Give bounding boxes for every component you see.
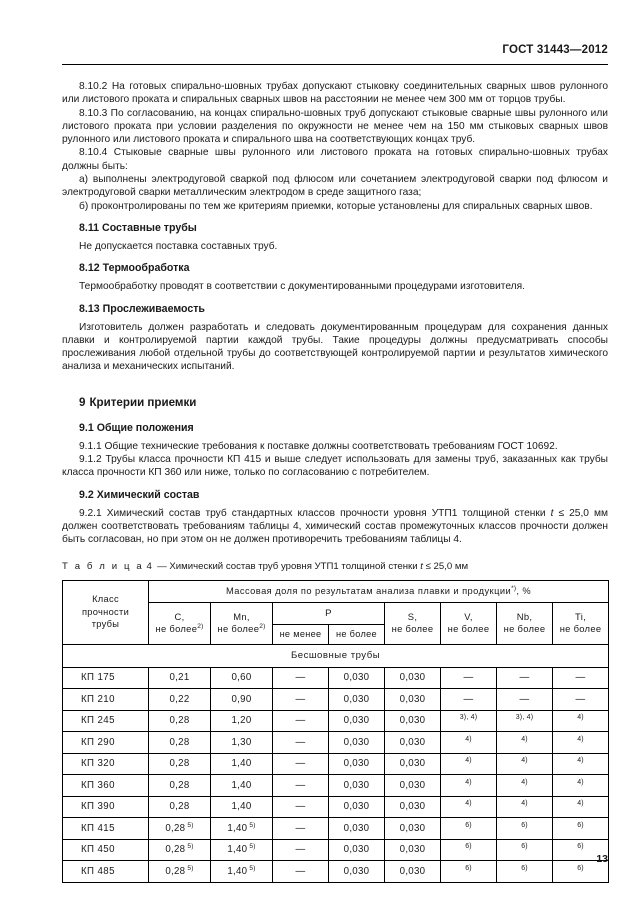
cell-ti (553, 818, 609, 840)
cell-mn: 1,40 (211, 753, 273, 775)
cell-mn-footnote: 5) (247, 821, 256, 829)
cell-p-max: 0,030 (329, 667, 385, 689)
table-row (63, 839, 609, 861)
cell-v: — (441, 689, 497, 711)
heading-8-11-number: 8.11 (79, 221, 100, 234)
cell-v-footnote: 4) (465, 800, 472, 808)
cell-nb (497, 796, 553, 818)
cell-v-footnote: 4) (465, 735, 472, 743)
cell-mn: 1,40 $^{5)}$ (211, 839, 273, 861)
paragraph-8-10-4: 8.10.4 Стыковые сварные швы рулонного или листового проката на готовых спирально-шовных трубах должны быть: (62, 147, 608, 172)
header-mass-fraction-text: Массовая доля по результатам анализа плавки и продукции (225, 586, 512, 597)
cell-p-min: — (273, 861, 329, 883)
cell-ti (553, 775, 609, 797)
heading-clause-9-number: 9 (79, 395, 86, 409)
table-caption-variable: t (420, 560, 423, 572)
cell-p-min: — (273, 689, 329, 711)
cell-s: 0,030 (385, 753, 441, 775)
header-s-qualifier: не более (391, 623, 434, 635)
cell-v-footnote: 4) (465, 757, 472, 765)
cell-p-min: — (273, 839, 329, 861)
cell-p-min: — (273, 753, 329, 775)
heading-clause-9-title: Критерии приемки (89, 395, 197, 409)
cell-v-footnote: 3), 4) (459, 714, 478, 722)
cell-p-max: 0,030 (329, 861, 385, 883)
cell-mn: 1,40 $^{5)}$ (211, 818, 273, 840)
paragraph-8-10-4-item-a: а) выполнены электродуговой сваркой под флюсом или сочетанием электродуговой сварки под флюсом и электродуговой сварки металлическим электродом в среде защитного газа; (62, 174, 608, 199)
header-mn-qualifier: не более (217, 623, 260, 635)
header-c-qualifier: не более (155, 623, 198, 635)
cell-nb: — (497, 667, 553, 689)
cell-mn: 1,20 (211, 710, 273, 732)
cell-mn: 1,40 (211, 796, 273, 818)
heading-9-1-number: 9.1 (79, 421, 94, 434)
cell-v (441, 818, 497, 840)
cell-nb-footnote: 6) (521, 864, 528, 872)
cell-ti (553, 796, 609, 818)
cell-p-min: — (273, 775, 329, 797)
cell-mn: 0,90 (211, 689, 273, 711)
header-c-symbol: С, (174, 611, 185, 623)
cell-class: КП 245 (63, 710, 149, 732)
heading-8-13 (62, 303, 608, 316)
cell-nb-footnote: 4) (521, 800, 528, 808)
header-class-line-2: прочности (81, 606, 130, 617)
cell-nb-footnote: 3), 4) (515, 714, 534, 722)
cell-ti (553, 710, 609, 732)
header-nb-qualifier: не более (503, 623, 546, 635)
cell-v: — (441, 667, 497, 689)
heading-9-1 (62, 422, 608, 435)
cell-ti-footnote: 4) (577, 778, 584, 786)
header-element-nb (497, 602, 553, 644)
table-caption-dash: — (157, 560, 167, 572)
header-ti-qualifier: не более (559, 623, 602, 635)
header-c-footnote: 2) (197, 622, 204, 630)
paragraph-8-10-3: 8.10.3 По согласованию, на концах спирально-шовных труб допускают стыковые сварные швы рулонного или листового проката при условии разделения по окружности не менее чем на 150 мм стыковых сварных швов рулонного или листового проката и спирального шва на соответствующих концах труб. (62, 107, 608, 146)
running-header-standard-ref: ГОСТ 31443—2012 (502, 44, 608, 56)
thickness-variable: t (550, 507, 554, 519)
page-number: 13 (596, 853, 608, 865)
header-p-min: не менее (273, 624, 329, 644)
cell-s: 0,030 (385, 839, 441, 861)
cell-mn: 0,60 (211, 667, 273, 689)
cell-ti (553, 753, 609, 775)
heading-8-12 (62, 262, 608, 275)
cell-class: КП 175 (63, 667, 149, 689)
cell-nb (497, 753, 553, 775)
header-v-qualifier: не более (447, 623, 490, 635)
cell-nb (497, 732, 553, 754)
cell-nb-footnote: 6) (521, 821, 528, 829)
cell-c: 0,28 (149, 710, 211, 732)
paragraph-9-2-1-pre: 9.2.1 Химический состав труб стандартных классов прочности уровня УТП1 толщиной стенки (79, 507, 546, 519)
heading-8-12-title: Термообработка (102, 262, 190, 275)
footnote-marker-star: *) (511, 584, 517, 592)
cell-class: КП 320 (63, 753, 149, 775)
cell-nb-footnote: 6) (521, 843, 528, 851)
cell-p-min: — (273, 710, 329, 732)
table-caption-label: Т а б л и ц а (62, 560, 144, 572)
cell-p-min: — (273, 818, 329, 840)
paragraph-9-1-2: 9.1.2 Трубы класса прочности КП 415 и выше следует использовать для замены труб, заказанных как трубы класса прочности КП 360 или ниже, только по согласованию с потребителем. (62, 454, 608, 479)
header-element-ti (553, 602, 609, 644)
cell-s: 0,030 (385, 861, 441, 883)
cell-mn-footnote: 5) (247, 864, 256, 872)
cell-c: 0,28 (149, 732, 211, 754)
cell-ti-footnote: 6) (577, 843, 584, 851)
cell-ti-footnote: 4) (577, 757, 584, 765)
table-caption-text-post: ≤ 25,0 мм (425, 560, 469, 572)
cell-nb-footnote: 4) (521, 735, 528, 743)
paragraph-9-2-1 (62, 507, 608, 547)
cell-s: 0,030 (385, 796, 441, 818)
cell-v (441, 861, 497, 883)
table-row (63, 796, 609, 818)
paragraph-9-1-1: 9.1.1 Общие технические требования к поставке должны соответствовать требованиям ГОСТ 10692. (79, 440, 558, 452)
table-body (63, 644, 609, 882)
table-caption-number: 4 (146, 560, 152, 572)
cell-s: 0,030 (385, 818, 441, 840)
cell-mn: 1,30 (211, 732, 273, 754)
header-rule (62, 64, 608, 65)
table-row (63, 732, 609, 754)
cell-class: КП 450 (63, 839, 149, 861)
cell-v (441, 775, 497, 797)
header-class-column (63, 580, 149, 644)
table-row (63, 689, 609, 711)
cell-c-footnote: 5) (185, 821, 194, 829)
cell-s: 0,030 (385, 689, 441, 711)
cell-mn: 1,40 (211, 775, 273, 797)
header-v-symbol: V, (464, 611, 473, 623)
table-row (63, 861, 609, 883)
cell-v (441, 839, 497, 861)
cell-p-max: 0,030 (329, 732, 385, 754)
table-section-row (63, 644, 609, 667)
cell-v-footnote: 4) (465, 778, 472, 786)
table-head (63, 580, 609, 644)
cell-nb-footnote: 4) (521, 757, 528, 765)
cell-ti-footnote: 6) (577, 821, 584, 829)
heading-9-2-title: Химический состав (96, 488, 200, 501)
cell-v-footnote: 6) (465, 843, 472, 851)
cell-v (441, 753, 497, 775)
table-row (63, 775, 609, 797)
cell-class: КП 390 (63, 796, 149, 818)
heading-8-11 (62, 222, 608, 235)
paragraph-8-12-body: Термообработку проводят в соответствии с документированными процедурами изготовителя. (79, 281, 525, 293)
cell-c-footnote: 5) (185, 864, 194, 872)
table-row (63, 818, 609, 840)
table-row (63, 667, 609, 689)
cell-ti-footnote: 4) (577, 714, 584, 722)
cell-nb (497, 710, 553, 732)
cell-nb (497, 775, 553, 797)
cell-class: КП 290 (63, 732, 149, 754)
header-element-c (149, 602, 211, 644)
heading-9-1-title: Общие положения (96, 421, 194, 434)
page-content (62, 80, 608, 883)
header-s-symbol: S, (407, 611, 418, 623)
cell-s: 0,030 (385, 710, 441, 732)
header-mn-symbol: Mn, (233, 611, 250, 623)
cell-ti-footnote: 6) (577, 864, 584, 872)
paragraph-8-10-2: 8.10.2 На готовых спирально-шовных трубах допускают стыковку соединительных сварных швов рулонного или листового проката и спиральных сварных швов на расстоянии не менее чем 300 мм от торцов трубы. (62, 81, 608, 106)
cell-p-max: 0,030 (329, 710, 385, 732)
cell-v-footnote: 6) (465, 821, 472, 829)
paragraph-9-2-1-post: ≤ 25,0 мм должен соответствовать требованиям таблицы 4, химический состав промежуточных классов прочности должен быть согласован, но при этом он не должен противоречить требованиям таблицы 4. (62, 507, 608, 546)
paragraph-8-11-body: Не допускается поставка составных труб. (79, 240, 278, 252)
cell-class: КП 415 (63, 818, 149, 840)
heading-8-13-title: Прослеживаемость (102, 302, 205, 315)
heading-9-2 (62, 489, 608, 502)
table-row (63, 710, 609, 732)
header-element-s (385, 602, 441, 644)
paragraph-8-10-4-item-b: б) проконтролированы по тем же критериям приемки, которые установлены для спиральных сварных швов. (79, 200, 593, 212)
cell-ti-footnote: 4) (577, 800, 584, 808)
cell-c: 0,22 (149, 689, 211, 711)
cell-nb (497, 818, 553, 840)
header-p-max: не более (329, 624, 385, 644)
header-class-line-3: трубы (91, 619, 120, 630)
cell-v-footnote: 6) (465, 864, 472, 872)
cell-ti: — (553, 689, 609, 711)
header-mn-footnote: 2) (259, 622, 266, 630)
cell-c: 0,28 (149, 796, 211, 818)
heading-clause-9 (62, 396, 608, 410)
heading-9-2-number: 9.2 (79, 488, 94, 501)
header-ti-symbol: Ti, (575, 611, 586, 623)
header-element-v (441, 602, 497, 644)
cell-c: 0,28 (149, 753, 211, 775)
chemical-composition-table (62, 580, 609, 883)
cell-v (441, 796, 497, 818)
cell-v (441, 732, 497, 754)
header-mass-fraction-percent: , % (516, 586, 532, 597)
header-element-mn (211, 602, 273, 644)
table-4-caption (62, 561, 608, 573)
cell-p-max: 0,030 (329, 818, 385, 840)
cell-c: 0,28 $^{5)}$ (149, 818, 211, 840)
cell-c: 0,21 (149, 667, 211, 689)
cell-s: 0,030 (385, 775, 441, 797)
cell-p-min: — (273, 796, 329, 818)
table-header-row-1 (63, 580, 609, 602)
header-element-p: P (273, 602, 385, 624)
cell-mn-footnote: 5) (247, 843, 256, 851)
cell-p-min: — (273, 667, 329, 689)
heading-8-12-number: 8.12 (79, 262, 100, 275)
cell-c-footnote: 5) (185, 843, 194, 851)
cell-nb (497, 861, 553, 883)
heading-8-11-title: Составные трубы (102, 221, 197, 234)
table-caption-text: Химический состав труб уровня УТП1 толщиной стенки (169, 560, 418, 572)
table-section-label: Бесшовные трубы (63, 644, 609, 667)
cell-c: 0,28 (149, 775, 211, 797)
cell-s: 0,030 (385, 667, 441, 689)
cell-p-max: 0,030 (329, 775, 385, 797)
header-nb-symbol: Nb, (516, 611, 533, 623)
cell-nb: — (497, 689, 553, 711)
heading-8-13-number: 8.13 (79, 302, 100, 315)
cell-class: КП 485 (63, 861, 149, 883)
cell-ti (553, 732, 609, 754)
header-mass-fraction-span (149, 580, 609, 602)
cell-class: КП 360 (63, 775, 149, 797)
cell-ti: — (553, 667, 609, 689)
cell-c: 0,28 $^{5)}$ (149, 861, 211, 883)
header-class-line-1: Класс (92, 594, 119, 605)
paragraph-8-13-body: Изготовитель должен разработать и следовать документированным процедурам для сохранения данных плавки и контролируемой партии каждой трубы. Такие процедуры должны предусматривать способы прослеживания любой отдельной трубы до соответствующей контролируемой партии и результатов химического анализа и механических испытаний. (62, 321, 608, 373)
cell-ti-footnote: 4) (577, 735, 584, 743)
cell-nb-footnote: 4) (521, 778, 528, 786)
cell-class: КП 210 (63, 689, 149, 711)
cell-p-min: — (273, 732, 329, 754)
cell-p-max: 0,030 (329, 839, 385, 861)
cell-v (441, 710, 497, 732)
cell-p-max: 0,030 (329, 753, 385, 775)
cell-p-max: 0,030 (329, 796, 385, 818)
cell-mn: 1,40 $^{5)}$ (211, 861, 273, 883)
cell-p-max: 0,030 (329, 689, 385, 711)
cell-nb (497, 839, 553, 861)
cell-s: 0,030 (385, 732, 441, 754)
table-row (63, 753, 609, 775)
cell-c: 0,28 $^{5)}$ (149, 839, 211, 861)
